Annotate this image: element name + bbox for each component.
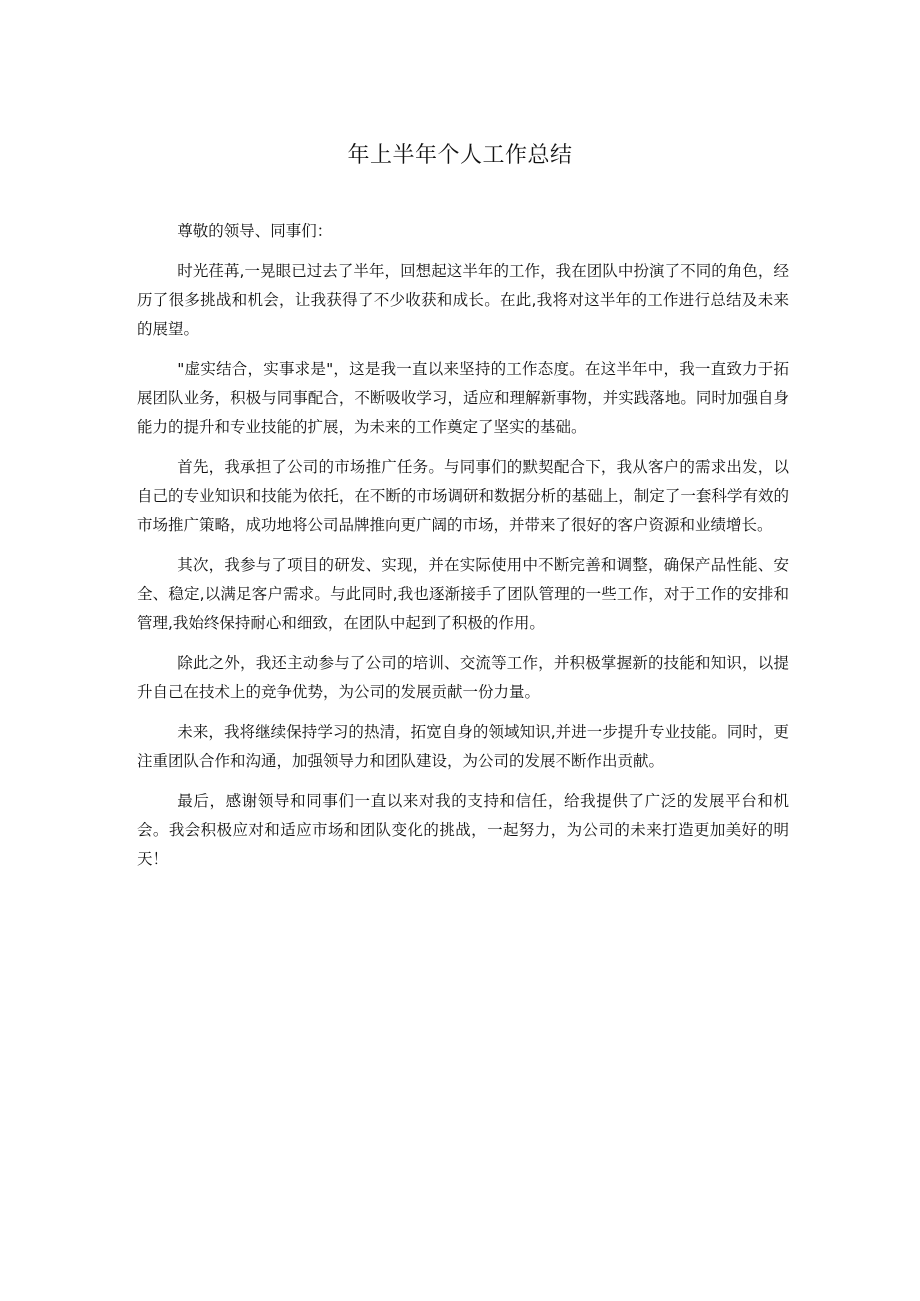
paragraph-2: "虚实结合，实事求是"，这是我一直以来坚持的工作态度。在这半年中，我一直致力于拓展团队业务，积极与同事配合，不断吸收学习，适应和理解新事物，并实践落地。同时加强自身能力的提升和专业技能的扩展，为未来的工作奠定了坚实的基础。 [137,360,789,436]
paragraph-3: 首先，我承担了公司的市场推广任务。与同事们的默契配合下，我从客户的需求出发，以自己的专业知识和技能为依托，在不断的市场调研和数据分析的基础上，制定了一套科学有效的市场推广策略，成功地将公司品牌推向更广阔的市场，并带来了很好的客户资源和业绩增长。 [137,458,789,534]
document-title: 年上半年个人工作总结 [347,143,573,168]
paragraph-6: 未来，我将继续保持学习的热清，拓宽自身的领域知识,并进一步提升专业技能。同时，更注重团队合作和沟通，加强领导力和团队建设，为公司的发展不断作出贡献。 [137,723,789,770]
salutation: 尊敬的领导、同事们： [177,222,333,240]
document-body [137,217,789,885]
paragraph-7: 最后，感谢领导和同事们一直以来对我的支持和信任，给我提供了广泛的发展平台和机会。我会积极应对和适应市场和团队变化的挑战，一起努力，为公司的未来打造更加美好的明天！ [137,792,789,868]
paragraph-1: 时光荏苒,一晃眼已过去了半年，回想起这半年的工作，我在团队中扮演了不同的角色，经历了很多挑战和机会，让我获得了不少收获和成长。在此,我将对这半年的工作进行总结及未来的展望。 [137,262,789,338]
paragraph-4: 其次，我参与了项目的研发、实现，并在实际使用中不断完善和调整，确保产品性能、安全、稳定,以满足客户需求。与此同时,我也逐渐接手了团队管理的一些工作，对于工作的安排和管理,我始终保持耐心和细致，在团队中起到了积极的作用。 [137,556,789,632]
paragraph-5: 除此之外，我还主动参与了公司的培训、交流等工作，并积极掌握新的技能和知识，以提升自己在技术上的竞争优势，为公司的发展贡献一份力量。 [137,654,789,701]
